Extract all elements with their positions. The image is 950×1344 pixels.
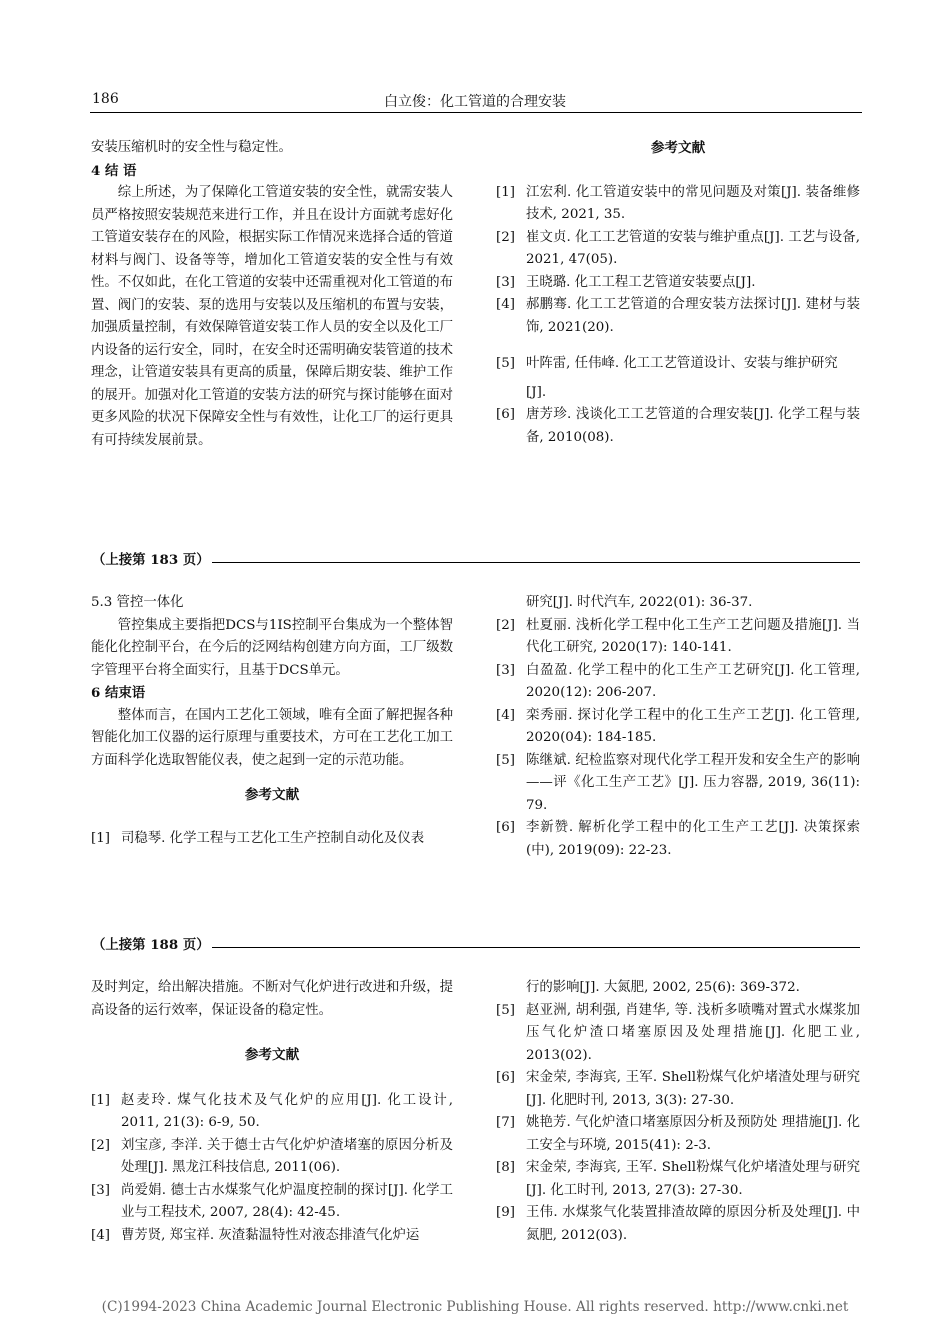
page-number: 186: [92, 91, 119, 107]
continuation-rule: [212, 562, 860, 563]
conclusion-paragraph: 综上所述，为了保障化工管道安装的安全性，就需安装人员严格按照安装规范来进行工作，并且在设计方面就考虑好化工管道安装存在的风险，根据实际工作情况来选择合适的管道材料与阀门、设备等等，增加化工管道安装的安全性与有效性。不仅如此，在化工管道的安装中还需重视对化工管道的布置、阀门的安装、泵的选用与安装以及压缩机的布置与安装，加强质量控制，有效保障管道安装工作人员的安全以及化工厂内设备的运行安全，同时，在安全时还需明确安装管道的技术理念，让管道安装具有更高的质量，保障后期安装、维护工作的展开。加强对化工管道的安装方法的研究与探讨能够在面对更多风险的状况下保障安全性与有效性，让化工厂的运行更具有可持续发展前景。: [91, 185, 453, 448]
running-title: 白立俊：化工管道的合理安装: [384, 94, 566, 110]
reference-item-continuation: [J].: [526, 384, 547, 400]
section3-left-column: [91, 977, 453, 1247]
copyright-footer: (C)1994-2023 China Academic Journal Electronic Publishing House. All rights reserved. http://www.cnki.net: [101, 1299, 849, 1315]
reference-item: [4] 郝鹏骞. 化工工艺管道的合理安装方法探讨[J]. 建材与装饰, 2021(20).: [496, 297, 860, 335]
paragraph: 整体而言，在国内工艺化工领域，唯有全面了解把握各种智能化加工仪器的运行原理与重要技术，方可在工艺化工加工方面科学化选取智能仪表，使之起到一定的示范功能。: [91, 707, 453, 768]
reference-item: [9] 王伟. 水煤浆气化装置排渣故障的原因分析及处理[J]. 中氮肥, 2012(03).: [496, 1205, 860, 1243]
reference-item: [6] 宋金荣, 李海宾, 王军. Shell粉煤气化炉堵渣处理与研究[J]. 化肥时刊, 2013, 3(3): 27-30.: [496, 1070, 860, 1108]
conclusion-heading: 6 结束语: [91, 685, 146, 701]
reference-item: [5] 叶阵雷, 任伟峰. 化工工艺管道设计、安装与维护研究: [496, 356, 838, 371]
continuation-label: （上接第 183 页）: [92, 552, 210, 568]
subsection-heading: 5.3 管控一体化: [91, 595, 184, 610]
reference-item: [8] 宋金荣, 李海宾, 王军. Shell粉煤气化炉堵渣处理与研究[J]. 化工时刊, 2013, 27(3): 27-30.: [496, 1160, 860, 1198]
reference-item: [4] 栾秀丽. 探讨化学工程中的化工生产工艺[J]. 化工管理, 2020(04): 184-185.: [496, 707, 860, 745]
conclusion-heading: 4 结 语: [91, 162, 137, 179]
carryover-paragraph: 及时判定，给出解决措施。不断对气化炉进行改进和升级，提高设备的运行效率，保证设备的稳定性。: [91, 980, 453, 1018]
section1-left-column: [91, 137, 453, 452]
reference-item: [2] 刘宝彦, 李洋. 关于德士古气化炉炉渣堵塞的原因分析及处理[J]. 黑龙江科技信息, 2011(06).: [91, 1137, 453, 1175]
reference-item: [6] 唐芳珍. 浅谈化工工艺管道的合理安装[J]. 化学工程与装备, 2010(08).: [496, 407, 860, 445]
continuation-label: （上接第 188 页）: [92, 937, 210, 953]
reference-item: [2] 崔文贞. 化工工艺管道的安装与维护重点[J]. 工艺与设备, 2021, 47(05).: [496, 229, 860, 267]
reference-item: [3] 尚爱娟. 德士古水煤浆气化炉温度控制的探讨[J]. 化学工业与工程技术, 2007, 28(4): 42-45.: [91, 1182, 453, 1220]
reference-item: [3] 白盈盈. 化学工程中的化工生产工艺研究[J]. 化工管理, 2020(12): 206-207.: [496, 662, 860, 700]
references-title: 参考文献: [244, 787, 300, 803]
reference-item: [5] 陈继斌. 纪检监察对现代化学工程开发和安全生产的影响——评《化工生产工艺》[J]. 压力容器, 2019, 36(11): 79.: [496, 752, 860, 813]
reference-item-continuation: 行的影响[J]. 大氮肥, 2002, 25(6): 369-372.: [526, 980, 800, 995]
section2-left-column: [91, 592, 453, 850]
references-title: 参考文献: [244, 1047, 300, 1063]
carryover-line: 安装压缩机时的安全性与稳定性。: [91, 140, 292, 155]
reference-item: [2] 杜夏丽. 浅析化学工程中化工生产工艺问题及措施[J]. 当代化工研究, 2020(17): 140-141.: [496, 617, 860, 655]
reference-list: [496, 182, 860, 450]
section3-right-column: [496, 977, 860, 1247]
reference-item: [4] 曹芳贤, 郑宝祥. 灰渣黏温特性对液态排渣气化炉运: [91, 1227, 420, 1243]
reference-item: [1] 江宏利. 化工管道安装中的常见问题及对策[J]. 装备维修技术, 2021, 35.: [496, 184, 860, 222]
section1-right-column: [496, 137, 860, 449]
references-title: 参考文献: [650, 140, 706, 156]
reference-item: [7] 姚艳芳. 气化炉渣口堵塞原因分析及预防处 理措施[J]. 化工安全与环境, 2015(41): 2-3.: [496, 1115, 860, 1153]
header-rule: [90, 112, 862, 113]
reference-item: [3] 王晓璐. 化工工程工艺管道安装要点[J].: [496, 274, 756, 290]
reference-item: [1] 赵麦玲. 煤气化技术及气化炉的应用[J]. 化工设计, 2011, 21(3): 6-9, 50.: [91, 1092, 453, 1130]
paragraph: 管控集成主要指把DCS与1IS控制平台集成为一个整体智能化化控制平台，在今后的泛网结构创建方向方面，工厂级数字管理平台将全面实行，且基于DCS单元。: [91, 617, 453, 678]
reference-item-continuation: 研究[J]. 时代汽车, 2022(01): 36-37.: [526, 595, 753, 610]
continuation-rule: [212, 947, 860, 948]
reference-item: [5] 赵亚洲, 胡利强, 肖建华, 等. 浅析多喷嘴对置式水煤浆加压气化炉渣口堵塞原因及处理措施[J]. 化肥工业, 2013(02).: [496, 1002, 860, 1063]
reference-item: [1] 司稳琴. 化学工程与工艺化工生产控制自动化及仪表: [91, 830, 425, 846]
section2-right-column: [496, 592, 860, 862]
reference-item: [6] 李新赞. 解析化学工程中的化工生产工艺[J]. 决策探索(中), 2019(09): 22-23.: [496, 820, 860, 858]
